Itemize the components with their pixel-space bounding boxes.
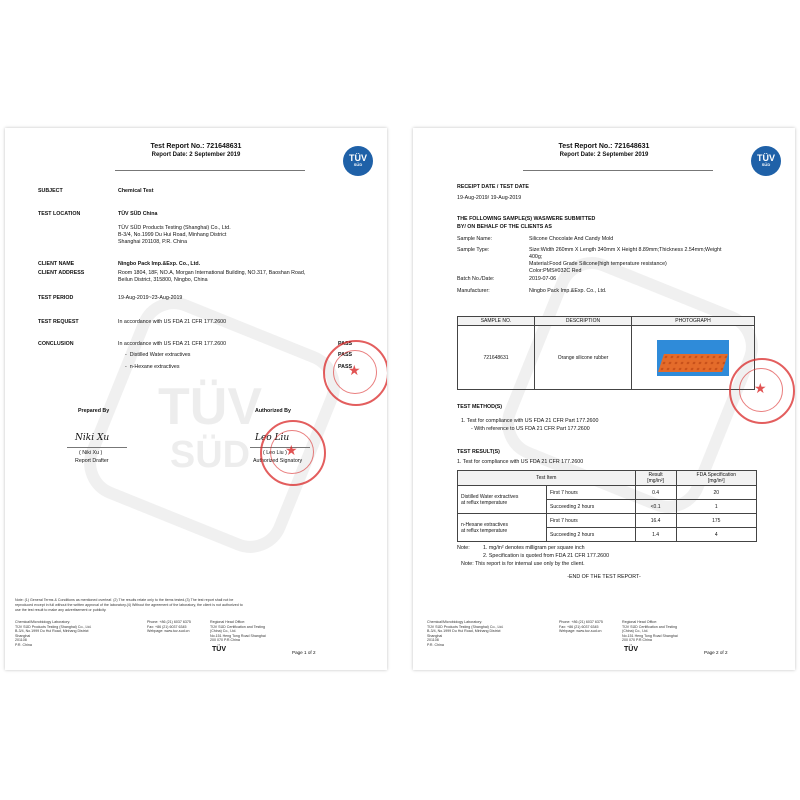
sample-type-extra-3: Color:PMS#032C Red	[529, 268, 582, 274]
sample-name-label: Sample Name:	[457, 236, 493, 242]
note-heading: Note:	[457, 545, 470, 551]
report-header	[5, 143, 387, 159]
note-line-1: 1. mg/in² denotes milligram per square inch	[483, 545, 585, 551]
note-line-3: use the test result to make any advertisement or publicity.	[15, 608, 107, 612]
sample-number: 721648631	[458, 326, 535, 390]
samples-title-2: BY/ ON BEHALF OF THE CLIENTS AS	[457, 224, 552, 230]
authorized-by-label: Authorized By	[255, 408, 291, 414]
report-date: Report Date: 2 September 2019	[151, 152, 241, 158]
receipt-value: 19-Aug-2019/ 19-Aug-2019	[457, 195, 522, 201]
result-period: First 7 hours	[547, 514, 636, 528]
result-header-spec: FDA Specification [mg/in²]	[676, 471, 756, 486]
label-test-request: TEST REQUEST	[38, 319, 79, 325]
location-line-2: B-3/4, No.1999 Du Hui Road, Minhang District	[118, 232, 227, 238]
footer-lab: Chemical/Microbiology Laboratory: TÜV SÜD Products Testing (Shanghai) Co., Ltd. B-3/4, No.1999 Du Hui Road, Minhang District Shanghai 201108 P.R. China	[427, 620, 504, 647]
page-number: Page 1 of 2	[292, 650, 316, 655]
note-line-3: Note: This report is for internal use only by the client.	[461, 561, 585, 567]
test-method-title: TEST METHOD(S)	[457, 404, 503, 410]
test-method-line-1: 1. Test for compliance with US FDA 21 CFR Part 177.2600	[461, 418, 599, 424]
note-line-2: 2. Specification is quoted from FDA 21 CFR 177.2600	[483, 553, 610, 559]
conclusion-pass: PASS	[338, 341, 353, 347]
company-stamp-icon: ★	[260, 420, 326, 486]
footer-brand: TÜV	[212, 646, 226, 653]
result-group-name: n-Hexane extractives at reflux temperature	[458, 514, 547, 542]
label-test-location: TEST LOCATION	[38, 211, 81, 217]
tuv-logo-icon: TÜV SÜD	[751, 146, 781, 176]
result-spec: 1	[676, 500, 756, 514]
footer-phone: Phone: +86 (21) 6037 6375 Fax: +86 (21) 6037 6345 Webpage: www.tuv-sud.cn	[559, 620, 603, 633]
batch-value: 2019-07-06	[529, 276, 557, 282]
conclusion-result-1: PASS	[338, 352, 353, 358]
label-client-name: CLIENT NAME	[38, 261, 75, 267]
authorized-name: ( Leo Liu )	[263, 450, 287, 456]
sample-table-header: SAMPLE NO.	[458, 317, 535, 326]
report-header	[413, 143, 795, 159]
sample-table-header: DESCRIPTION	[535, 317, 632, 326]
receipt-title: RECEIPT DATE / TEST DATE	[457, 184, 529, 190]
sample-type-extra-1: 400g;	[529, 254, 543, 260]
location-line-1: TÜV SÜD Products Testing (Shanghai) Co., Ltd.	[118, 225, 231, 231]
header-rule	[523, 170, 713, 171]
footer-phone: Phone: +86 (21) 6037 6375 Fax: +86 (21) 6037 6345 Webpage: www.tuv-sud.cn	[147, 620, 191, 633]
end-of-report: -END OF THE TEST REPORT-	[567, 574, 641, 580]
conclusion-result-2: PASS	[338, 364, 353, 370]
footer-lab: Chemical/Microbiology Laboratory: TÜV SÜD Products Testing (Shanghai) Co., Ltd. B-3/4, No.1999 Du Hui Road, Minhang District Shanghai 201108 P.R. China	[15, 620, 92, 647]
result-value: <0.1	[635, 500, 676, 514]
result-table	[457, 470, 757, 542]
report-page-2	[413, 128, 795, 670]
test-result-sub: 1. Test for compliance with US FDA 21 CFR 177.2600	[457, 459, 584, 465]
value-client-name: Ningbo Pack Imp.&Exp. Co., Ltd.	[118, 261, 201, 267]
result-period: Succeeding 2 hours	[547, 528, 636, 542]
sample-table	[457, 316, 755, 390]
location-line-3: Shanghai 201108, P.R. China	[118, 239, 188, 245]
label-test-period: TEST PERIOD	[38, 295, 74, 301]
authorized-signature: Leo Liu	[255, 433, 290, 443]
sample-description: Orange silicone rubber	[535, 326, 632, 390]
manufacturer-label: Manufacturer:	[457, 288, 490, 294]
result-value: 1.4	[635, 528, 676, 542]
prepared-sign-line	[67, 447, 127, 448]
sample-type-value: Size:Width 260mm X Length 340mm X Height 8.89mm;Thickness 2.54mm;Weight	[529, 247, 722, 253]
value-subject: Chemical Test	[118, 188, 154, 194]
label-client-address: CLIENT ADDRESS	[38, 270, 85, 276]
test-method-line-2: - With reference to US FDA 21 CFR Part 177.2600	[471, 426, 590, 432]
tuv-watermark-text: TÜV SÜD	[158, 378, 262, 476]
header-rule	[115, 170, 305, 171]
manufacturer-value: Ningbo Pack Imp.&Exp. Co., Ltd.	[529, 288, 607, 294]
label-subject: SUBJECT	[38, 188, 63, 194]
result-spec: 175	[676, 514, 756, 528]
test-result-title: TEST RESULT(S)	[457, 449, 500, 455]
sample-type-extra-2: Material:Food Grade Silicone(high temperature resistance)	[529, 261, 667, 267]
note-line-2: reproduced except in full without the written approval of the laboratory.(4) Without the agreement of the laboratory, the client is not authorized to	[15, 603, 243, 607]
conclusion-item-2: - n-Hexane extractives	[125, 364, 180, 370]
sample-name-value: Silicone Chocolate And Candy Mold	[529, 236, 614, 242]
sample-type-label: Sample Type:	[457, 247, 490, 253]
value-test-location: TÜV SÜD China	[118, 211, 158, 217]
result-spec: 4	[676, 528, 756, 542]
value-client-address-2: Beilun District, 315800, Ningbo, China	[118, 277, 208, 283]
value-conclusion: In accordance with US FDA 21 CFR 177.2600	[118, 341, 227, 347]
tuv-logo-icon: TÜV SÜD	[343, 146, 373, 176]
note-line-1: Note: (1) General Terms & Conditions as mentioned overleaf. (2) The results relate only to the items tested.(3) The test report shall not be	[15, 598, 234, 602]
result-value: 16.4	[635, 514, 676, 528]
batch-label: Batch No./Date:	[457, 276, 495, 282]
value-test-period: 19-Aug-2019~23-Aug-2019	[118, 295, 183, 301]
value-test-request: In accordance with US FDA 21 CFR 177.2600	[118, 319, 227, 325]
prepared-signature: Niki Xu	[75, 433, 110, 443]
footer-office: Regional Head Office: TÜV SÜD Certification and Testing (China) Co., Ltd. No.151 Heng Tong Road Shanghai 200 070 P.R.China	[210, 620, 266, 642]
company-stamp-icon: ★	[729, 358, 795, 424]
company-stamp-icon: ★	[323, 340, 387, 406]
result-header-item: Test Item	[458, 471, 636, 486]
samples-title-1: THE FOLLOWING SAMPLE(S) WAS/WERE SUBMITTED	[457, 216, 596, 222]
conclusion-item-1: - Distilled Water extractives	[125, 352, 191, 358]
report-date: Report Date: 2 September 2019	[559, 152, 649, 158]
result-value: 0.4	[635, 486, 676, 500]
footer-office: Regional Head Office: TÜV SÜD Certification and Testing (China) Co., Ltd. No.151 Heng Tong Road Shanghai 200 070 P.R.China	[622, 620, 678, 642]
result-group-name: Distilled Water extractives at reflux temperature	[458, 486, 547, 514]
page-number: Page 2 of 2	[704, 650, 728, 655]
prepared-by-label: Prepared By	[78, 408, 110, 414]
value-client-address: Room 1804, 18F, NO.A, Morgan International Building, NO.317, Baoshan Road,	[118, 270, 306, 276]
sample-photo-image	[657, 340, 729, 376]
prepared-name: ( Niki Xu )	[79, 450, 103, 456]
result-period: Succeeding 2 hours	[547, 500, 636, 514]
result-header-result: Result [mg/in²]	[635, 471, 676, 486]
report-number: Test Report No.: 721648631	[150, 143, 242, 150]
result-spec: 20	[676, 486, 756, 500]
report-number: Test Report No.: 721648631	[558, 143, 650, 150]
sample-table-header: PHOTOGRAPH	[632, 317, 755, 326]
label-conclusion: CONCLUSION	[38, 341, 74, 347]
result-period: First 7 hours	[547, 486, 636, 500]
footer-brand: TÜV	[624, 646, 638, 653]
prepared-role: Report Drafter	[75, 458, 109, 464]
authorized-role: Authorized Signatory	[253, 458, 303, 464]
report-page-1	[5, 128, 387, 670]
